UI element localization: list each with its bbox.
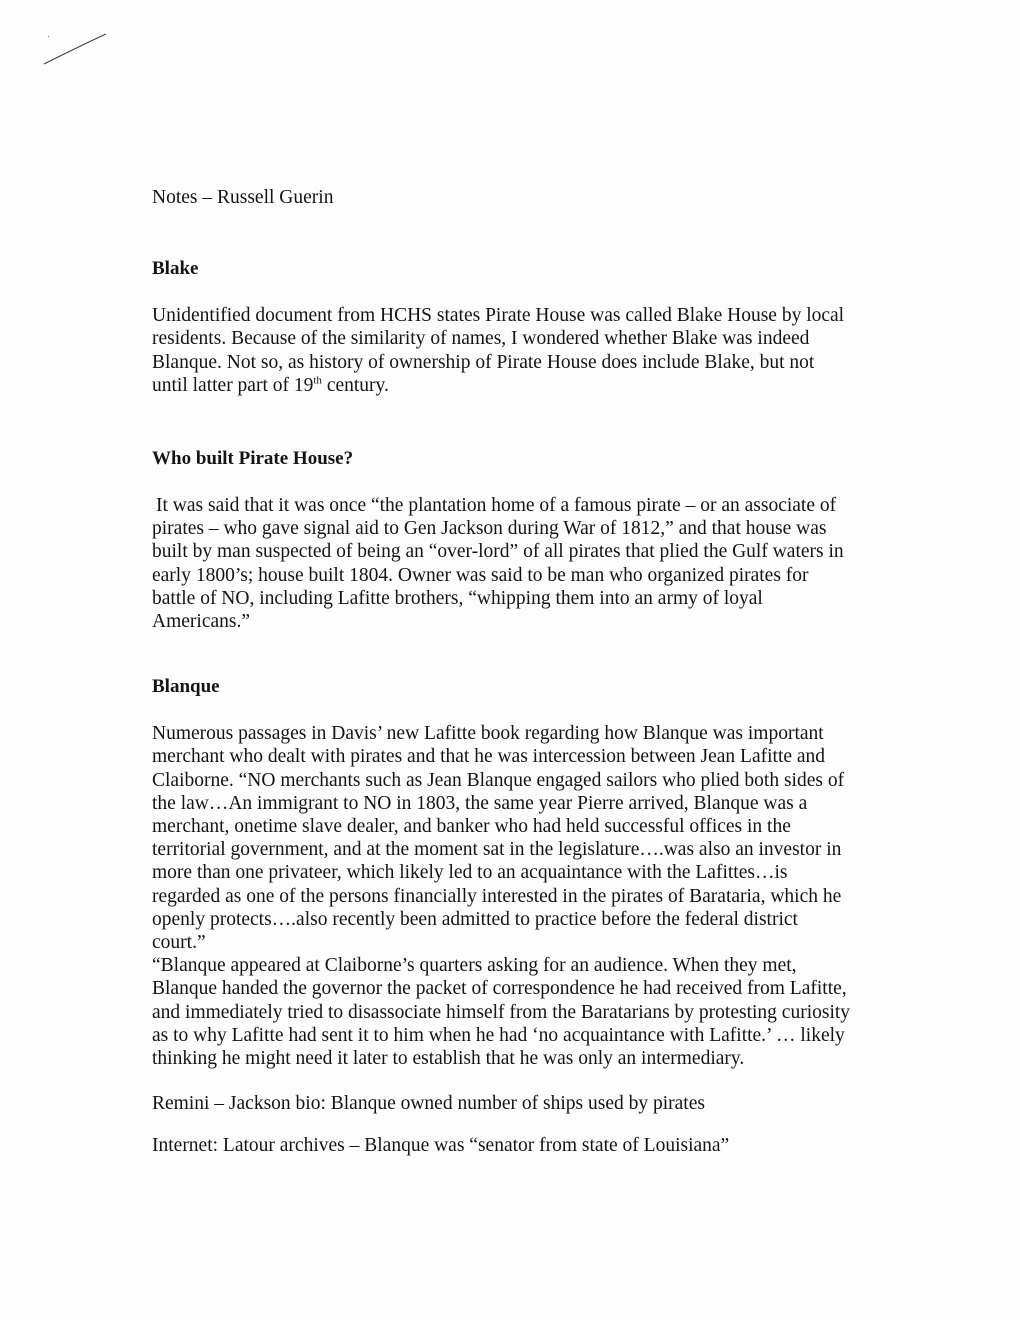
paragraph-blake [152, 304, 872, 397]
text-line: regarded as one of the persons financially interested in the pirates of Barataria, which he [152, 885, 842, 907]
text-line: thinking he might need it later to establish that he was only an intermediary. [152, 1048, 745, 1070]
text-line: battle of NO, including Lafitte brothers, “whipping them into an army of loyal [152, 587, 763, 609]
text-line: residents. Because of the similarity of names, I wondered whether Blake was indeed [152, 328, 810, 350]
text-line: merchant, onetime slave dealer, and banker who had held successful offices in the [152, 816, 791, 838]
text-line [152, 374, 872, 397]
text-line: more than one privateer, which likely led to an acquaintance with the Lafittes…is [152, 862, 788, 884]
text-fragment: century. [321, 374, 389, 396]
notes-content [152, 186, 872, 1158]
text-line: merchant who dealt with pirates and that he was intercession between Jean Lafitte and [152, 746, 826, 768]
section-heading-who-built: Who built Pirate House? [152, 448, 354, 470]
text-line: as to why Lafitte had sent it to him when he had ‘no acquaintance with Lafitte.’ … likely [152, 1024, 845, 1046]
text-line: “Blanque appeared at Claiborne’s quarters asking for an audience. When they met, [152, 955, 797, 977]
text-line: pirates – who gave signal aid to Gen Jackson during War of 1812,” and that house was [152, 518, 827, 540]
section-heading-blake: Blake [152, 258, 199, 280]
text-line: court.” [152, 932, 206, 954]
text-line: Claiborne. “NO merchants such as Jean Blanque engaged sailors who plied both sides of [152, 769, 845, 791]
text-line: It was said that it was once “the plantation home of a famous pirate – or an associate of [156, 495, 837, 517]
text-line: and immediately tried to disassociate himself from the Baratarians by protesting curiosity [152, 1001, 851, 1023]
text-line: Blanque handed the governor the packet of correspondence he had received from Lafitte, [152, 978, 847, 1000]
text-line: Unidentified document from HCHS states Pirate House was called Blake House by local [152, 305, 845, 327]
note-internet: Internet: Latour archives – Blanque was “senator from state of Louisiana” [152, 1135, 730, 1157]
text-line: Blanque. Not so, as history of ownership of Pirate House does include Blake, but not [152, 351, 815, 373]
text-line: built by man suspected of being an “over-lord” of all pirates that plied the Gulf waters in [152, 541, 844, 563]
text-line: early 1800’s; house built 1804. Owner was said to be man who organized pirates for [152, 564, 809, 586]
note-remini: Remini – Jackson bio: Blanque owned number of ships used by pirates [152, 1093, 705, 1115]
text-fragment: until latter part of 19 [152, 374, 314, 396]
text-line: Numerous passages in Davis’ new Lafitte book regarding how Blanque was important [152, 723, 824, 745]
text-line: Americans.” [152, 611, 250, 633]
text-line: openly protects….also recently been admitted to practice before the federal district [152, 908, 798, 930]
paragraph-blanque [152, 722, 872, 1070]
text-line: the law…An immigrant to NO in 1803, the same year Pierre arrived, Blanque was a [152, 792, 808, 814]
section-blake [152, 257, 872, 397]
section-blanque [152, 675, 872, 1157]
paragraph-who-built [152, 494, 872, 633]
superscript-th: th [313, 374, 322, 387]
pen-stroke-mark [40, 28, 110, 68]
page-header: Notes – Russell Guerin [152, 187, 334, 208]
text-line: territorial government, and at the moment sat in the legislature….was also an investor in [152, 839, 842, 861]
section-heading-blanque: Blanque [152, 676, 220, 698]
section-who-built [152, 447, 872, 633]
